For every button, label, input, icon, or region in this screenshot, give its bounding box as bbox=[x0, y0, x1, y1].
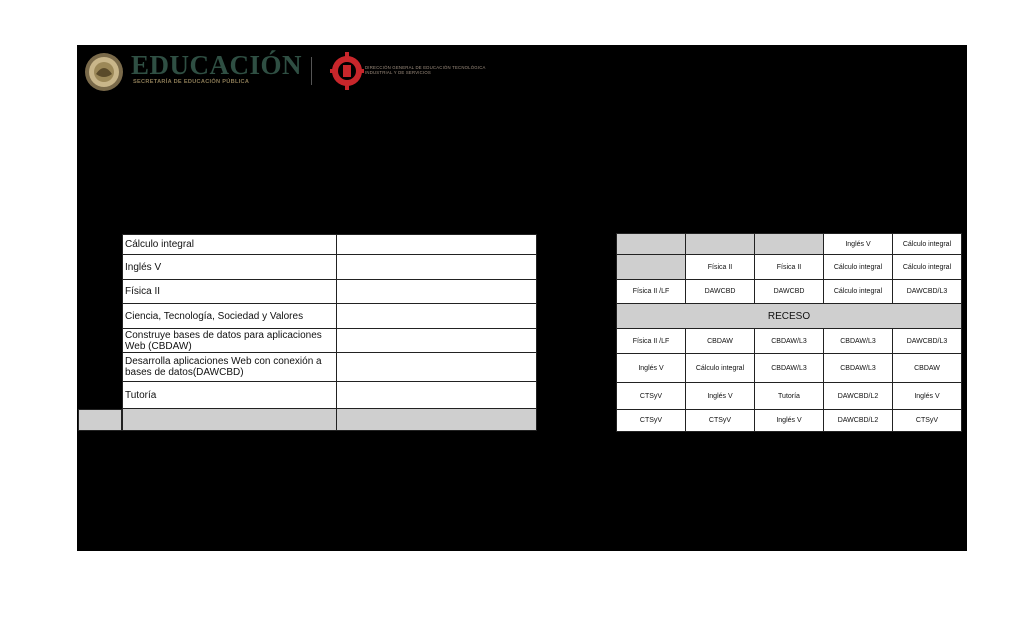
schedule-cell bbox=[686, 234, 755, 255]
subject-extra bbox=[337, 280, 537, 304]
table-row bbox=[617, 255, 962, 280]
schedule-cell: DAWCBD bbox=[686, 280, 755, 304]
subject-extra bbox=[337, 329, 537, 353]
subject-extra bbox=[337, 409, 537, 431]
schedule-cell: Tutoría bbox=[755, 383, 824, 410]
dgeti-gear-icon bbox=[330, 51, 364, 91]
schedule-cell: Cálculo integral bbox=[824, 280, 893, 304]
schedule-cell: CTSyV bbox=[617, 383, 686, 410]
schedule-cell: Cálculo integral bbox=[893, 234, 962, 255]
table-row bbox=[123, 353, 537, 382]
subject-name: Construye bases de datos para aplicaciones Web (CBDAW) bbox=[123, 329, 337, 353]
schedule-cell: Cálculo integral bbox=[824, 255, 893, 280]
schedule-cell: Física II bbox=[686, 255, 755, 280]
receso-row bbox=[617, 304, 962, 329]
schedule-cell: Inglés V bbox=[893, 383, 962, 410]
subject-name bbox=[123, 409, 337, 431]
subject-name: Cálculo integral bbox=[123, 235, 337, 255]
subject-extra bbox=[337, 382, 537, 409]
table-row bbox=[123, 409, 537, 431]
schedule-cell: CBDAW bbox=[893, 354, 962, 383]
schedule-cell bbox=[617, 255, 686, 280]
schedule-cell: Cálculo integral bbox=[686, 354, 755, 383]
table-row bbox=[617, 329, 962, 354]
schedule-cell: DAWCBD/L2 bbox=[824, 383, 893, 410]
schedule-cell: CBDAW/L3 bbox=[755, 354, 824, 383]
schedule-cell: CTSyV bbox=[686, 410, 755, 432]
subject-name: Física II bbox=[123, 280, 337, 304]
subject-extra bbox=[337, 235, 537, 255]
subject-extra bbox=[337, 304, 537, 329]
table-row bbox=[617, 410, 962, 432]
schedule-cell: Física II /LF bbox=[617, 280, 686, 304]
schedule-cell: Inglés V bbox=[617, 354, 686, 383]
schedule-cell bbox=[755, 234, 824, 255]
subject-extra bbox=[337, 353, 537, 382]
schedule-cell: DAWCBD/L2 bbox=[824, 410, 893, 432]
table-row bbox=[617, 280, 962, 304]
schedule-cell: CTSyV bbox=[893, 410, 962, 432]
schedule-cell: CBDAW/L3 bbox=[824, 354, 893, 383]
dgeti-caption: DIRECCIÓN GENERAL DE EDUCACIÓN TECNOLÓGICA INDUSTRIAL Y DE SERVICIOS bbox=[365, 65, 486, 75]
schedule-cell: DAWCBD/L3 bbox=[893, 329, 962, 354]
table-row bbox=[123, 255, 537, 280]
subjects-table bbox=[122, 234, 537, 431]
subject-name: Ciencia, Tecnología, Sociedad y Valores bbox=[123, 304, 337, 329]
receso-label: RECESO bbox=[617, 304, 962, 329]
gray-marker-cell bbox=[78, 409, 122, 431]
schedule-cell bbox=[617, 234, 686, 255]
table-row bbox=[123, 382, 537, 409]
table-row bbox=[123, 304, 537, 329]
schedule-cell: DAWCBD/L3 bbox=[893, 280, 962, 304]
table-row bbox=[123, 280, 537, 304]
schedule-cell: Física II bbox=[755, 255, 824, 280]
subject-name: Desarrolla aplicaciones Web con conexión a bases de datos(DAWCBD) bbox=[123, 353, 337, 382]
schedule-cell: CBDAW/L3 bbox=[824, 329, 893, 354]
table-row bbox=[617, 383, 962, 410]
table-row bbox=[123, 235, 537, 255]
subject-name: Inglés V bbox=[123, 255, 337, 280]
schedule-cell: Inglés V bbox=[824, 234, 893, 255]
schedule-cell: CBDAW/L3 bbox=[755, 329, 824, 354]
table-row bbox=[617, 354, 962, 383]
subject-extra bbox=[337, 255, 537, 280]
schedule-cell: Cálculo integral bbox=[893, 255, 962, 280]
schedule-cell: CBDAW bbox=[686, 329, 755, 354]
table-row bbox=[617, 234, 962, 255]
subject-name: Tutoría bbox=[123, 382, 337, 409]
coat-of-arms-icon bbox=[82, 52, 126, 92]
education-subtitle: SECRETARÍA DE EDUCACIÓN PÚBLICA bbox=[133, 79, 250, 85]
schedule-cell: Física II /LF bbox=[617, 329, 686, 354]
education-title: EDUCACIÓN bbox=[131, 50, 303, 80]
schedule-cell: Inglés V bbox=[686, 383, 755, 410]
table-row bbox=[123, 329, 537, 353]
schedule-cell: DAWCBD bbox=[755, 280, 824, 304]
schedule-cell: Inglés V bbox=[755, 410, 824, 432]
header-divider bbox=[311, 57, 312, 85]
schedule-table bbox=[616, 233, 962, 432]
schedule-cell: CTSyV bbox=[617, 410, 686, 432]
